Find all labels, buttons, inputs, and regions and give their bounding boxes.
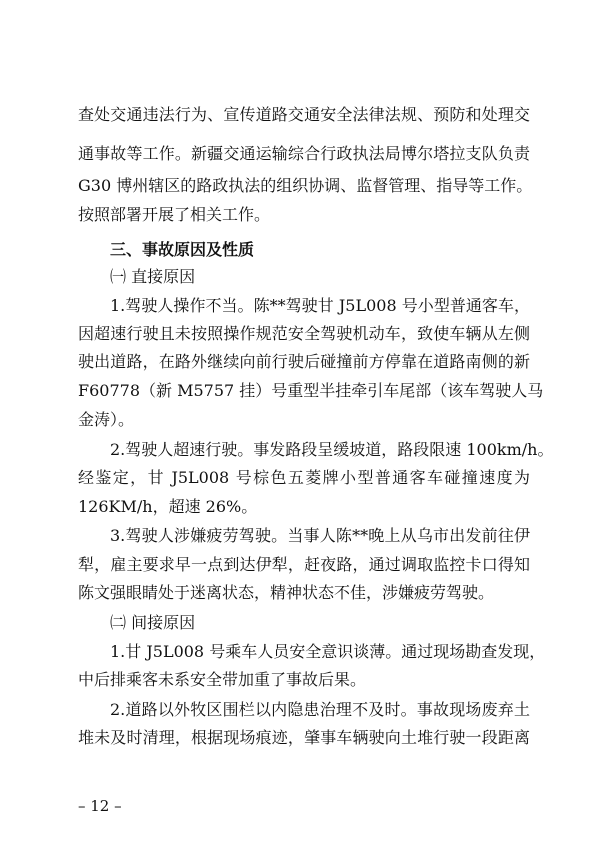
- body-text-line: 1.甘 J5L008 号乘车人员安全意识谈薄。通过现场勘查发现，: [110, 642, 546, 661]
- body-text-line: 中后排乘客未系安全带加重了事故后果。: [78, 670, 367, 689]
- body-text-line: 按照部署开展了相关工作。: [78, 205, 271, 224]
- body-text-line: 2.驾驶人超速行驶。事发路段呈缓坡道，路段限速 100km/h。: [110, 440, 554, 459]
- body-text-line: 126KM/h，超速 26%。: [78, 497, 258, 516]
- body-text-line: 犁，雇主要求早一点到达伊犁，赶夜路，通过调取监控卡口得知: [78, 555, 530, 574]
- body-text-line: 堆未及时清理，根据现场痕迹，肇事车辆驶向土堆行驶一段距离: [78, 728, 530, 747]
- body-text-line: 金涛）。: [78, 410, 135, 429]
- body-text-line: F60778（新 M5757 挂）号重型半挂牵引车尾部（该车驾驶人马: [78, 381, 544, 400]
- subsection-heading: ㈡ 间接原因: [110, 613, 196, 632]
- section-heading: 三、事故原因及性质: [110, 240, 255, 259]
- body-text-line: 2.道路以外牧区围栏以内隐患治理不及时。事故现场废弃土: [110, 700, 530, 719]
- body-text-line: 通事故等工作。新疆交通运输综合行政执法局博尔塔拉支队负责: [78, 144, 530, 163]
- body-text-line: 驶出道路，在路外继续向前行驶后碰撞前方停靠在道路南侧的新: [78, 352, 530, 371]
- body-text-line: 经鉴定，甘 J5L008 号棕色五菱牌小型普通客车碰撞速度为: [78, 468, 530, 487]
- body-text-line: 3.驾驶人涉嫌疲劳驾驶。当事人陈**晚上从乌市出发前往伊: [110, 526, 530, 545]
- body-text-line: 因超速行驶且未按照操作规范安全驾驶机动车，致使车辆从左侧: [78, 324, 530, 343]
- body-text-line: 陈文强眼睛处于迷离状态，精神状态不佳，涉嫌疲劳驾驶。: [78, 583, 495, 602]
- body-text-line: 1.驾驶人操作不当。陈**驾驶甘 J5L008 号小型普通客车，: [110, 296, 530, 315]
- body-text-line: 查处交通违法行为、宣传道路交通安全法律法规、预防和处理交: [78, 105, 530, 124]
- subsection-heading: ㈠ 直接原因: [110, 267, 196, 286]
- body-text-line: G30 博州辖区的路政执法的组织协调、监督管理、指导等工作。: [78, 176, 533, 195]
- page-number: – 12 –: [78, 797, 122, 815]
